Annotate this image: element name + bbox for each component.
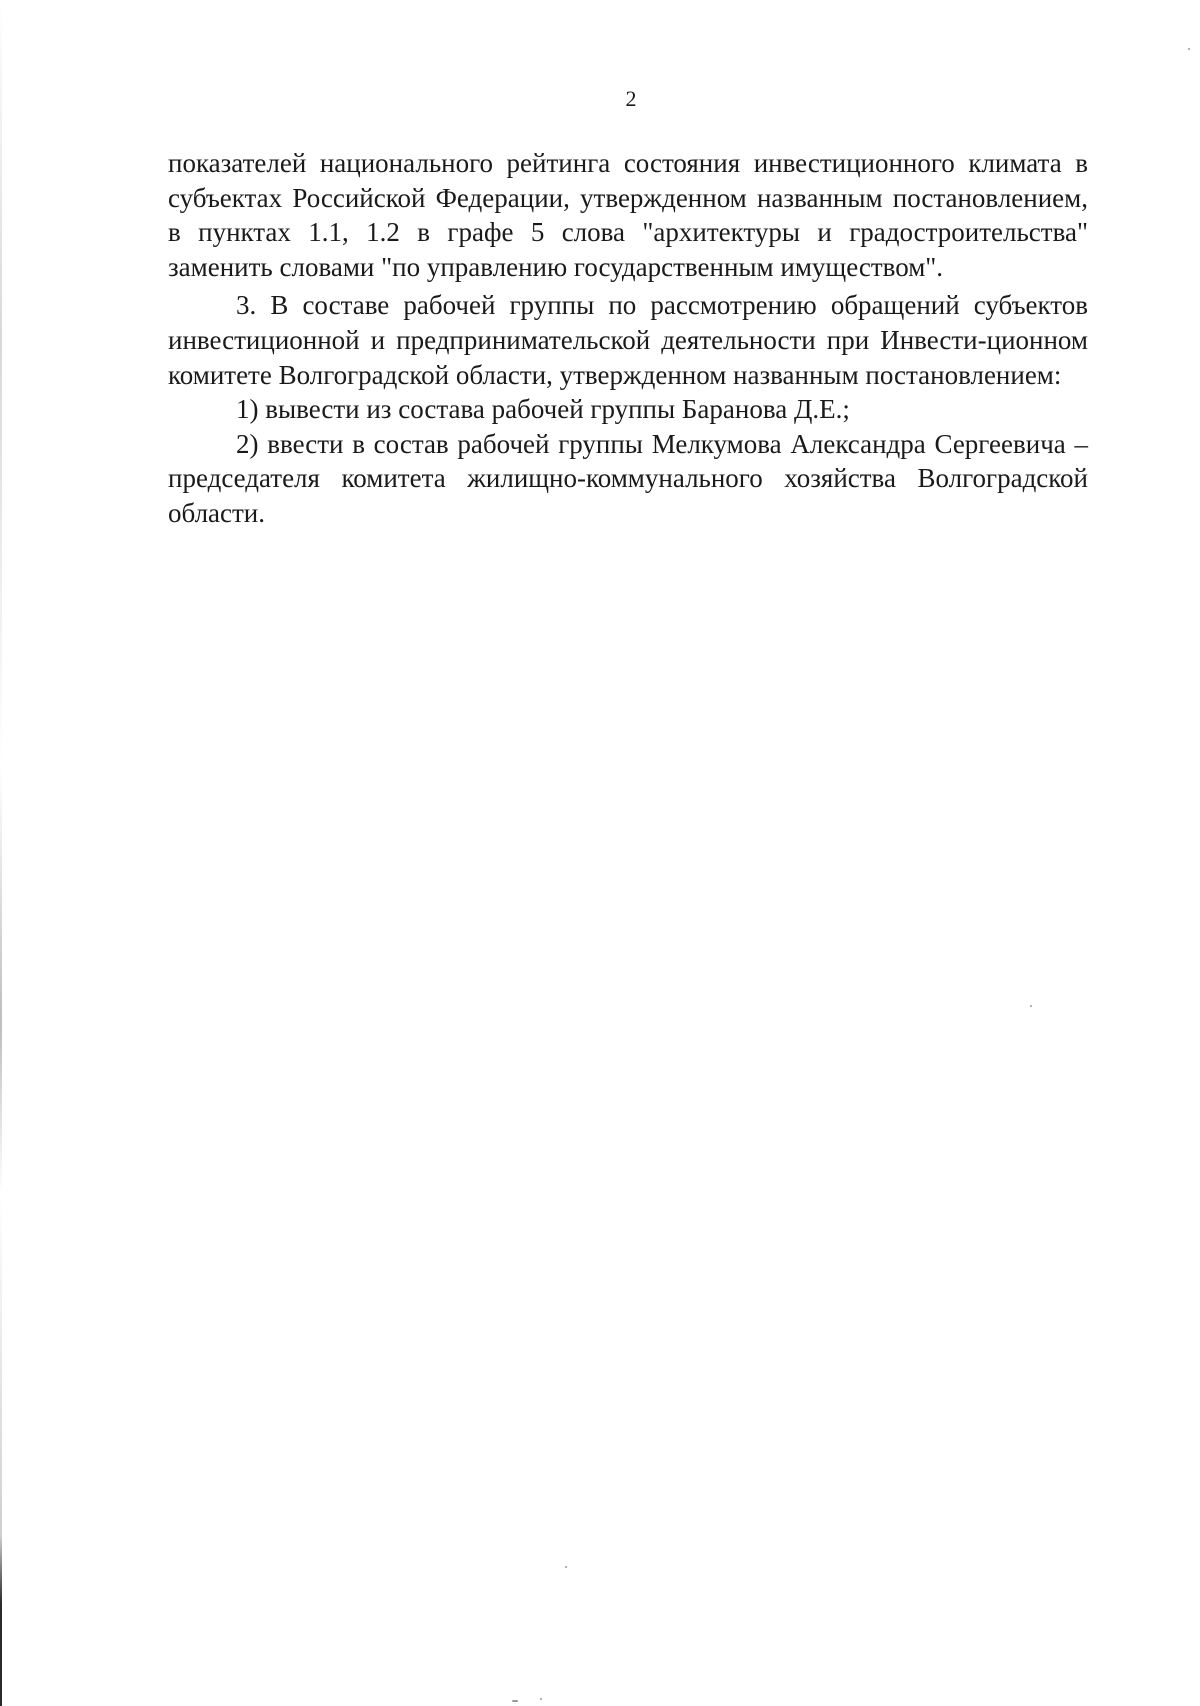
document-body bbox=[168, 146, 1088, 531]
scan-speck bbox=[512, 1700, 518, 1702]
paragraph-subitem-2: 2) ввести в состав рабочей группы Мелкумова Александра Сергеевича – председателя комитета жилищно-коммунального хозяйства Волгоградской области. bbox=[168, 428, 1088, 528]
scan-speck bbox=[1188, 48, 1190, 50]
paragraph-subitem-1: 1) вывести из состава рабочей группы Баранова Д.Е.; bbox=[236, 394, 850, 425]
scan-speck bbox=[565, 1566, 567, 1568]
scan-speck bbox=[1030, 1005, 1032, 1007]
page-number: 2 bbox=[625, 86, 637, 111]
paragraph-continuation: показателей национального рейтинга состояния инвестиционного климата в субъектах Российской Федерации, утвержденном названным постановлением, в пунктах 1.1, 1.2 в графе 5 слова "архитектуры и градостроительства" заменить словами "по управлению государственным имуществом". bbox=[168, 148, 1088, 282]
paragraph-item-3: 3. В составе рабочей группы по рассмотрению обращений субъектов инвестиционной и предпринимательской деятельности при Инвести-ционном комитете Волгоградской области, утвержденном названным постановлением: bbox=[168, 290, 1088, 390]
scan-edge-left bbox=[0, 0, 2, 1706]
scan-speck bbox=[540, 1698, 542, 1700]
